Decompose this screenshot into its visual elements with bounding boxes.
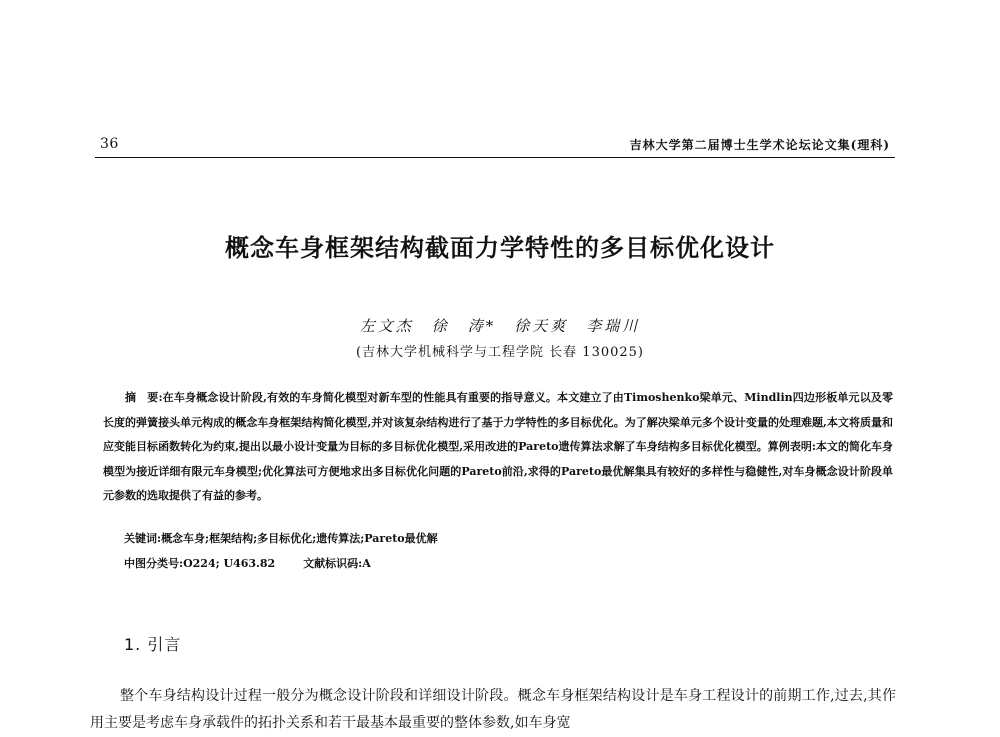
- abstract: [103, 386, 893, 509]
- keywords-line: [124, 530, 438, 546]
- running-header: 吉林大学第二届博士生学术论坛论文集(理科): [629, 138, 890, 152]
- classification-line: [124, 555, 371, 571]
- section-heading: 1. 引言: [124, 635, 182, 654]
- keywords-label: 关键词:: [124, 532, 162, 545]
- clc-value: O224; U463.82: [183, 557, 276, 570]
- keywords-text: 概念车身;框架结构;多目标优化;遗传算法;Pareto最优解: [161, 532, 438, 545]
- abstract-text: 在车身概念设计阶段,有效的车身简化模型对新车型的性能具有重要的指导意义。本文建立了由Timoshenko梁单元、Mindlin四边形板单元以及零长度的弹簧接头单元构成的概念车身框架结构简化模型,并对该复杂结构进行了基于力学特性的多目标优化。为了解决梁单元多个设计变量的处理难题,本文将质量和应变能目标函数转化为约束,提出以最小设计变量为目标的多目标优化模型,采用改进的Pareto遗传算法求解了车身结构多目标优化模型。算例表明:本文的简化车身模型为接近详细有限元车身模型;优化算法可方便地求出多目标优化问题的Pareto前沿,求得的Pareto最优解集具有较好的多样性与稳健性,对车身概念设计阶段单元参数的选取提供了有益的参考。: [103, 391, 893, 502]
- paper-title: 概念车身框架结构截面力学特性的多目标优化设计: [225, 234, 775, 262]
- affiliation: (吉林大学机械科学与工程学院 长春 130025): [355, 345, 645, 360]
- clc-label: 中图分类号:: [124, 557, 184, 570]
- abstract-label: 摘 要:: [125, 391, 163, 404]
- page-number: 36: [100, 136, 119, 152]
- doc-code-value: A: [362, 557, 371, 570]
- author-list: 左文杰 徐 涛* 徐天爽 李瑞川: [359, 317, 641, 335]
- header-divider: [95, 157, 895, 158]
- doc-code-label: 文献标识码:: [303, 557, 363, 570]
- body-paragraph: 整个车身结构设计过程一般分为概念设计阶段和详细设计阶段。概念车身框架结构设计是车身工程设计的前期工作,过去,其作用主要是考虑车身承载件的拓扑关系和若干最基本最重要的整体参数,如车身宽: [90, 688, 896, 731]
